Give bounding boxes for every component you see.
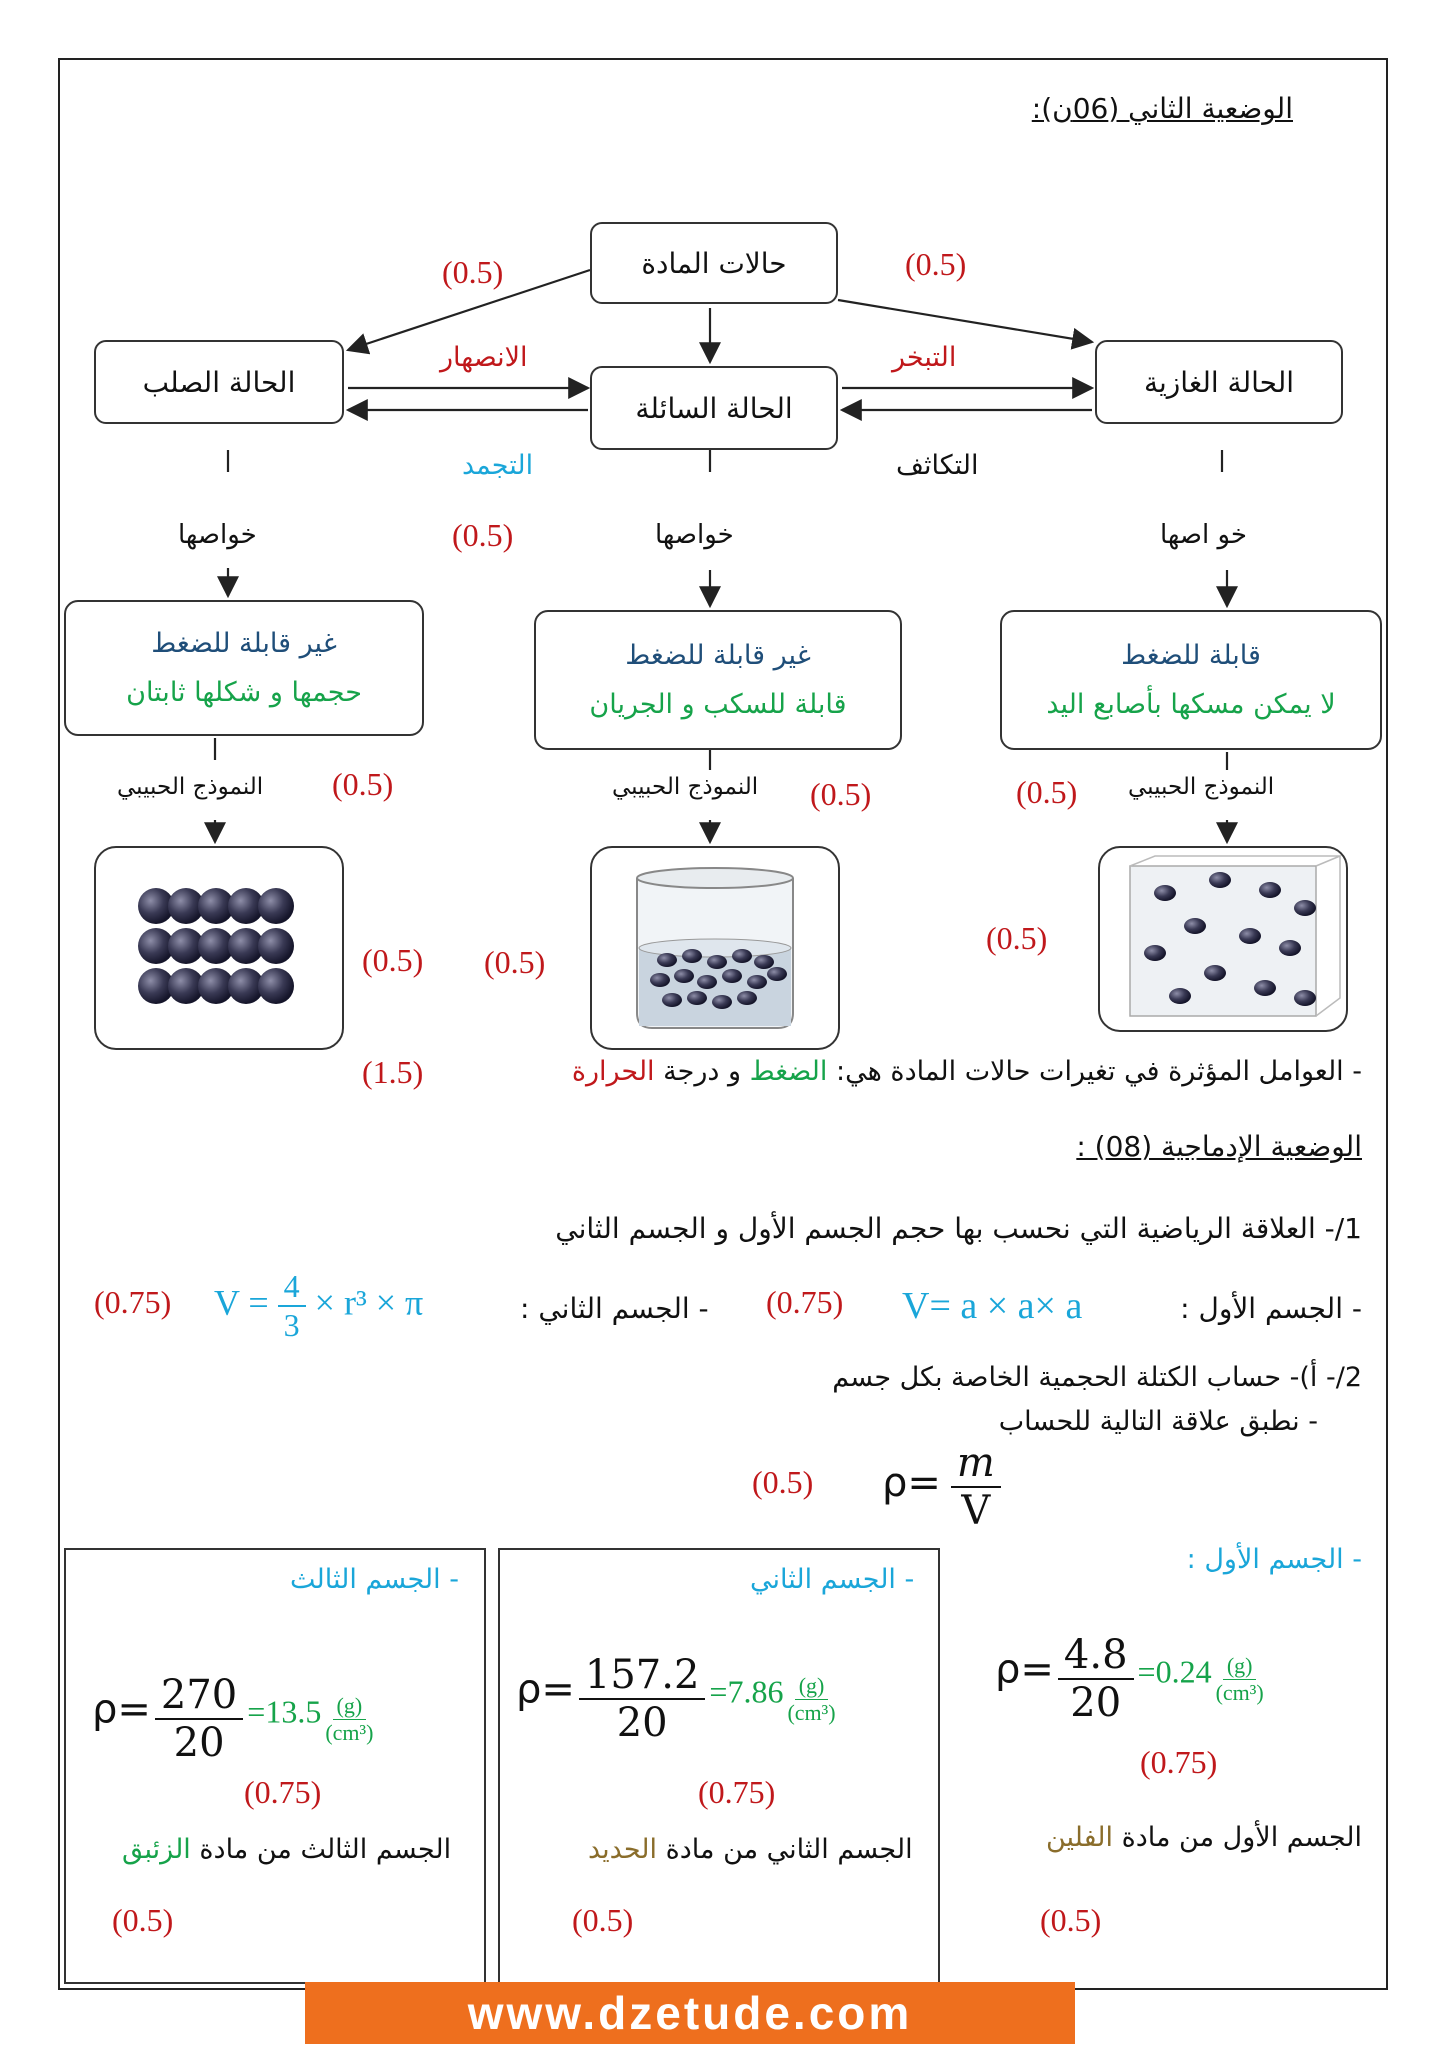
liquid-property-2: قابلة للسكب و الجريان — [589, 689, 847, 720]
integration-title: الوضعية الإدماجية (08) : — [1076, 1130, 1362, 1163]
body2-result: =7.86 — [709, 1673, 784, 1710]
solid-properties-label: خواصها — [178, 520, 257, 550]
liquid-particles-image — [592, 848, 838, 1048]
score-solid-arrow: (0.5) — [442, 254, 504, 290]
body3-label: - الجسم الثالث — [290, 1564, 459, 1595]
body2-formula-num: 4 — [278, 1268, 306, 1307]
liquid-properties-label: خواصها — [655, 520, 734, 550]
state-diagram-arrows — [0, 0, 1448, 900]
body2-label: - الجسم الثاني — [750, 1564, 915, 1595]
melting-label: الانصهار — [440, 342, 528, 373]
body3-volume: 20 — [173, 1720, 225, 1766]
states-of-matter-box: حالات المادة — [590, 222, 838, 304]
score-body1-density: (0.75) — [1140, 1744, 1218, 1780]
score-body1-material: (0.5) — [1040, 1902, 1102, 1938]
solid-property-2: حجمها و شكلها ثابتان — [126, 677, 362, 708]
body2-formula-v: V = — [214, 1282, 269, 1323]
body2-formula-den: 3 — [283, 1307, 300, 1343]
gas-properties-label: خو اصها — [1160, 520, 1247, 550]
score-body2-material: (0.5) — [572, 1902, 634, 1938]
density-rho: ρ= — [882, 1460, 941, 1507]
body2-volume-formula — [214, 1268, 423, 1344]
score-body2-volume: (0.75) — [94, 1284, 172, 1320]
score-factors: (1.5) — [362, 1054, 424, 1090]
solid-property-1: غير قابلة للضغط — [151, 628, 337, 659]
gas-state-box: الحالة الغازية — [1095, 340, 1343, 424]
body3-mass: 270 — [155, 1672, 243, 1720]
body1-result: =0.24 — [1137, 1653, 1212, 1690]
score-gas-image: (0.5) — [986, 920, 1048, 956]
body2-fraction — [579, 1652, 706, 1746]
unit-g: (g) — [1223, 1653, 1257, 1680]
body1-unit — [1216, 1653, 1264, 1706]
gas-particles-image — [1100, 848, 1346, 1030]
body1-volume-formula: V= a × a× a — [902, 1285, 1083, 1327]
body3-unit — [325, 1693, 373, 1746]
score-solidification: (0.5) — [452, 517, 514, 553]
solidification-label: التجمد — [462, 450, 534, 481]
body3-density — [92, 1672, 373, 1766]
situation2-title: الوضعية الثاني (06ن): — [1031, 92, 1293, 125]
body3-material — [122, 1834, 451, 1865]
body2-mass: 157.2 — [579, 1652, 706, 1700]
score-gas-arrow: (0.5) — [905, 246, 967, 282]
body2-volume-label: - الجسم الثاني : — [520, 1292, 709, 1325]
solid-properties-box — [64, 600, 424, 736]
score-body1-volume: (0.75) — [766, 1284, 844, 1320]
unit-g: (g) — [333, 1693, 367, 1720]
body2-material-prefix: الجسم الثاني من مادة — [665, 1834, 913, 1865]
gas-particle-model — [1098, 846, 1348, 1032]
density-den: V — [961, 1488, 991, 1534]
gas-property-2: لا يمكن مسكها بأصابع اليد — [1046, 689, 1336, 720]
solid-state-box: الحالة الصلب — [94, 340, 344, 424]
question-2: 2/- أ)- حساب الكتلة الحجمية الخاصة بكل جسم — [832, 1362, 1362, 1393]
gas-model-label: النموذج الحبيبي — [1128, 774, 1275, 800]
solid-particle-model — [94, 846, 344, 1050]
factor-heat: الحرارة — [571, 1056, 655, 1087]
score-gas-model: (0.5) — [1016, 774, 1078, 810]
body3-result: =13.5 — [247, 1693, 322, 1730]
condensation-label: التكاثف — [896, 450, 979, 481]
factors-line — [572, 1056, 1362, 1087]
score-body3-material: (0.5) — [112, 1902, 174, 1938]
question-2-sub: - نطبق علاقة التالية للحساب — [998, 1406, 1318, 1437]
body2-material-name: الحديد — [588, 1834, 658, 1865]
unit-cm3: (cm³) — [787, 1699, 836, 1725]
body2-material — [588, 1834, 913, 1865]
score-solid-image: (0.5) — [362, 942, 424, 978]
body1-material-name: الفلين — [1045, 1822, 1114, 1853]
body3-rho: ρ= — [92, 1686, 151, 1733]
body1-volume-label: - الجسم الأول : — [1180, 1292, 1362, 1325]
density-formula — [882, 1440, 1001, 1534]
unit-g: (g) — [795, 1673, 829, 1700]
body2-frame — [498, 1548, 940, 1984]
density-fraction — [951, 1440, 1001, 1534]
score-body2-density: (0.75) — [698, 1774, 776, 1810]
evaporation-label: التبخر — [892, 342, 957, 373]
solid-model-label: النموذج الحبيبي — [117, 774, 264, 800]
solid-particles-image — [96, 848, 342, 1048]
factors-prefix: - العوامل المؤثرة في تغيرات حالات المادة هي: — [836, 1056, 1362, 1087]
question-1: 1/- العلاقة الرياضية التي نحسب بها حجم الجسم الأول و الجسم الثاني — [555, 1212, 1362, 1245]
liquid-particle-model — [590, 846, 840, 1050]
body2-formula-tail: × r³ × π — [314, 1282, 424, 1323]
body1-density — [995, 1632, 1264, 1726]
body1-material-prefix: الجسم الأول من مادة — [1121, 1822, 1362, 1853]
gas-property-1: قابلة للضغط — [1121, 640, 1261, 671]
body1-volume: 20 — [1070, 1680, 1122, 1726]
factor-and: و درجة — [663, 1056, 742, 1087]
body2-unit — [787, 1673, 835, 1726]
density-num: m — [951, 1440, 1001, 1488]
body1-rho: ρ= — [995, 1646, 1054, 1693]
liquid-property-1: غير قابلة للضغط — [625, 640, 811, 671]
body2-formula-fraction — [278, 1268, 306, 1344]
body1-label: - الجسم الأول : — [1186, 1544, 1362, 1575]
body1-material — [1046, 1822, 1362, 1853]
body2-volume: 20 — [616, 1700, 668, 1746]
factor-pressure: الضغط — [749, 1056, 828, 1087]
footer-banner[interactable] — [305, 1982, 1075, 2044]
liquid-state-box: الحالة السائلة — [590, 366, 838, 450]
unit-cm3: (cm³) — [325, 1719, 374, 1745]
liquid-properties-box — [534, 610, 902, 750]
score-body3-density: (0.75) — [244, 1774, 322, 1810]
score-solid-model: (0.5) — [332, 766, 394, 802]
body3-material-prefix: الجسم الثالث من مادة — [199, 1834, 452, 1865]
score-liquid-model: (0.5) — [810, 776, 872, 812]
body3-material-name: الزئبق — [122, 1834, 191, 1865]
footer-url[interactable]: www.dzetude.com — [467, 1987, 913, 2039]
score-liquid-image: (0.5) — [484, 944, 546, 980]
gas-properties-box — [1000, 610, 1382, 750]
body1-fraction — [1058, 1632, 1134, 1726]
body2-rho: ρ= — [516, 1666, 575, 1713]
liquid-model-label: النموذج الحبيبي — [612, 774, 759, 800]
body2-density — [516, 1652, 836, 1746]
score-density-formula: (0.5) — [752, 1464, 814, 1500]
body3-fraction — [155, 1672, 243, 1766]
body1-mass: 4.8 — [1058, 1632, 1134, 1680]
unit-cm3: (cm³) — [1215, 1679, 1264, 1705]
